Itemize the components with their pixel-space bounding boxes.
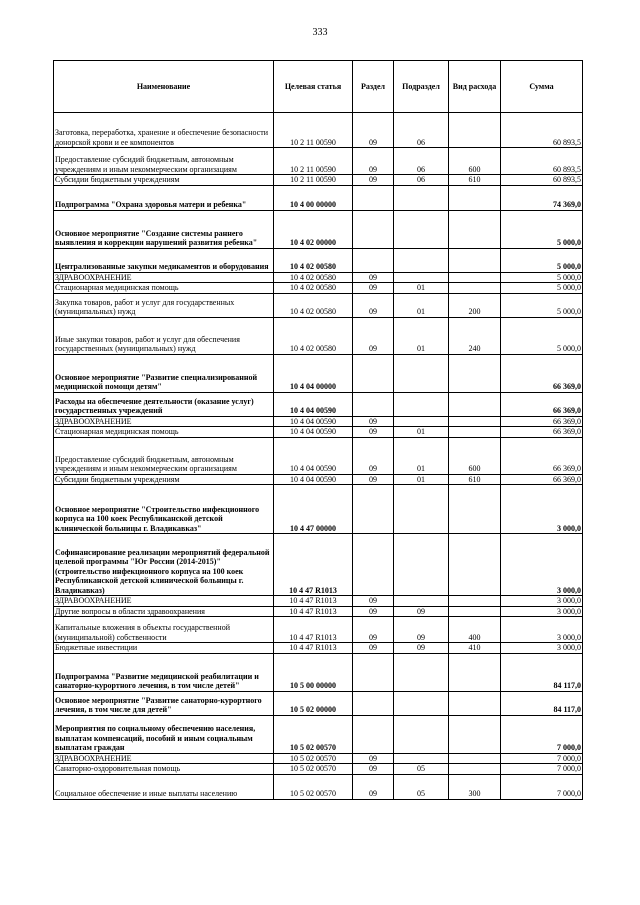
- table-row: [54, 427, 583, 438]
- row-subsection-cell: 01: [394, 317, 449, 354]
- table-row: [54, 317, 583, 354]
- row-section-cell: [353, 534, 394, 596]
- table-row: [54, 764, 583, 775]
- row-subsection-cell: 09: [394, 617, 449, 643]
- row-subsection-cell: [394, 534, 449, 596]
- table-row: [54, 437, 583, 474]
- row-section-cell: 09: [353, 437, 394, 474]
- row-subsection-cell: [394, 691, 449, 715]
- row-subsection-cell: [394, 416, 449, 427]
- row-section-cell: 09: [353, 175, 394, 186]
- row-target-cell: 10 4 02 00580: [274, 283, 353, 294]
- table-row: [54, 643, 583, 654]
- header-subsection: Подраздел: [394, 61, 449, 113]
- row-subsection-cell: 01: [394, 474, 449, 485]
- row-target-cell: 10 4 00 00000: [274, 185, 353, 210]
- row-expense-cell: [449, 653, 501, 691]
- row-subsection-cell: [394, 485, 449, 534]
- table-row: [54, 354, 583, 392]
- row-subsection-cell: 01: [394, 283, 449, 294]
- table-row: [54, 113, 583, 148]
- row-target-cell: 10 5 02 00570: [274, 774, 353, 799]
- row-name-cell: Основное мероприятие "Развитие санаторно-курортного лечения, в том числе для детей": [54, 691, 274, 715]
- row-expense-cell: [449, 354, 501, 392]
- row-expense-cell: [449, 534, 501, 596]
- row-section-cell: 09: [353, 293, 394, 317]
- table-row: [54, 606, 583, 617]
- row-subsection-cell: 01: [394, 427, 449, 438]
- row-name-cell: ЗДРАВООХРАНЕНИЕ: [54, 272, 274, 283]
- row-target-cell: 10 4 47 00000: [274, 485, 353, 534]
- row-name-cell: Стационарная медицинская помощь: [54, 283, 274, 294]
- row-expense-cell: [449, 392, 501, 416]
- row-expense-cell: [449, 596, 501, 607]
- row-name-cell: Основное мероприятие "Создание системы раннего выявления и коррекции нарушений развития ребенка": [54, 210, 274, 248]
- row-section-cell: [353, 210, 394, 248]
- row-sum-cell: 7 000,0: [501, 774, 583, 799]
- row-name-cell: Санаторно-оздоровительная помощь: [54, 764, 274, 775]
- budget-table: [53, 60, 583, 800]
- row-name-cell: Софинансирование реализации мероприятий федеральной целевой программы "Юг России (2014-2015)" (строительство инфекционного корпуса на 100 коек Республиканской детской клинической больницы г. Владикавказ): [54, 534, 274, 596]
- row-name-cell: Капитальные вложения в объекты государственной (муниципальной) собственности: [54, 617, 274, 643]
- row-name-cell: Предоставление субсидий бюджетным, автономным учреждениям и иным некоммерческим организациям: [54, 437, 274, 474]
- table-row: [54, 148, 583, 175]
- row-sum-cell: 66 369,0: [501, 437, 583, 474]
- row-target-cell: 10 4 02 00580: [274, 248, 353, 272]
- row-name-cell: Социальное обеспечение и иные выплаты населению: [54, 774, 274, 799]
- row-section-cell: 09: [353, 606, 394, 617]
- row-section-cell: 09: [353, 764, 394, 775]
- table-row: [54, 210, 583, 248]
- row-target-cell: 10 4 47 R1013: [274, 617, 353, 643]
- page-number: 333: [312, 27, 328, 38]
- row-expense-cell: 300: [449, 774, 501, 799]
- header-target: Целевая статья: [274, 61, 353, 113]
- table-row: [54, 534, 583, 596]
- row-target-cell: 10 2 11 00590: [274, 113, 353, 148]
- row-sum-cell: 5 000,0: [501, 293, 583, 317]
- row-name-cell: Другие вопросы в области здравоохранения: [54, 606, 274, 617]
- row-target-cell: 10 4 47 R1013: [274, 534, 353, 596]
- row-name-cell: Заготовка, переработка, хранение и обеспечение безопасности донорской крови и ее компонентов: [54, 113, 274, 148]
- row-sum-cell: 60 893,5: [501, 175, 583, 186]
- row-subsection-cell: 06: [394, 113, 449, 148]
- row-sum-cell: 66 369,0: [501, 474, 583, 485]
- row-section-cell: [353, 354, 394, 392]
- row-name-cell: ЗДРАВООХРАНЕНИЕ: [54, 596, 274, 607]
- row-expense-cell: 400: [449, 617, 501, 643]
- row-name-cell: Подпрограмма "Развитие медицинской реабилитации и санаторно-курортного лечения, в том числе детей": [54, 653, 274, 691]
- row-section-cell: 09: [353, 113, 394, 148]
- row-expense-cell: [449, 715, 501, 753]
- row-section-cell: 09: [353, 774, 394, 799]
- row-name-cell: ЗДРАВООХРАНЕНИЕ: [54, 416, 274, 427]
- row-expense-cell: [449, 416, 501, 427]
- row-expense-cell: 240: [449, 317, 501, 354]
- row-sum-cell: 60 893,5: [501, 113, 583, 148]
- row-subsection-cell: [394, 753, 449, 764]
- table-row: [54, 272, 583, 283]
- row-sum-cell: 66 369,0: [501, 427, 583, 438]
- row-subsection-cell: [394, 185, 449, 210]
- row-subsection-cell: 06: [394, 175, 449, 186]
- row-expense-cell: [449, 283, 501, 294]
- row-section-cell: 09: [353, 753, 394, 764]
- row-name-cell: Расходы на обеспечение деятельности (оказание услуг) государственных учреждений: [54, 392, 274, 416]
- row-name-cell: Централизованные закупки медикаментов и оборудования: [54, 248, 274, 272]
- table-row: [54, 416, 583, 427]
- row-sum-cell: 74 369,0: [501, 185, 583, 210]
- table-row: [54, 474, 583, 485]
- header-name: Наименование: [54, 61, 274, 113]
- row-name-cell: Субсидии бюджетным учреждениям: [54, 175, 274, 186]
- table-row: [54, 617, 583, 643]
- row-expense-cell: [449, 606, 501, 617]
- row-target-cell: 10 4 04 00590: [274, 392, 353, 416]
- row-section-cell: [353, 485, 394, 534]
- row-target-cell: 10 4 04 00000: [274, 354, 353, 392]
- row-section-cell: [353, 185, 394, 210]
- row-sum-cell: 60 893,5: [501, 148, 583, 175]
- row-expense-cell: [449, 248, 501, 272]
- row-subsection-cell: 05: [394, 764, 449, 775]
- row-sum-cell: 5 000,0: [501, 317, 583, 354]
- row-target-cell: 10 5 02 00570: [274, 753, 353, 764]
- row-subsection-cell: [394, 354, 449, 392]
- row-name-cell: Мероприятия по социальному обеспечению населения, выплатам компенсаций, пособий и иным социальным выплатам граждан: [54, 715, 274, 753]
- row-target-cell: 10 4 47 R1013: [274, 606, 353, 617]
- row-sum-cell: 5 000,0: [501, 272, 583, 283]
- row-sum-cell: 66 369,0: [501, 392, 583, 416]
- header-sum: Сумма: [501, 61, 583, 113]
- row-name-cell: Основное мероприятие "Строительство инфекционного корпуса на 100 коек Республиканской детской клинической больницы г. Владикавказ": [54, 485, 274, 534]
- row-sum-cell: 3 000,0: [501, 534, 583, 596]
- row-name-cell: Иные закупки товаров, работ и услуг для обеспечения государственных (муниципальных) нужд: [54, 317, 274, 354]
- row-expense-cell: [449, 272, 501, 283]
- row-name-cell: Закупка товаров, работ и услуг для государственных (муниципальных) нужд: [54, 293, 274, 317]
- row-target-cell: 10 4 02 00580: [274, 272, 353, 283]
- row-target-cell: 10 4 47 R1013: [274, 596, 353, 607]
- table-header-row: [54, 61, 583, 113]
- table-row: [54, 185, 583, 210]
- table-row: [54, 715, 583, 753]
- header-expense: Вид расхода: [449, 61, 501, 113]
- table-row: [54, 175, 583, 186]
- table-row: [54, 653, 583, 691]
- table-body: [54, 113, 583, 800]
- row-expense-cell: [449, 691, 501, 715]
- row-sum-cell: 3 000,0: [501, 596, 583, 607]
- row-section-cell: 09: [353, 596, 394, 607]
- table-row: [54, 392, 583, 416]
- row-sum-cell: 3 000,0: [501, 643, 583, 654]
- row-section-cell: 09: [353, 283, 394, 294]
- row-name-cell: Предоставление субсидий бюджетным, автономным учреждениям и иным некоммерческим организациям: [54, 148, 274, 175]
- row-target-cell: 10 4 02 00000: [274, 210, 353, 248]
- row-target-cell: 10 4 02 00580: [274, 293, 353, 317]
- row-target-cell: 10 4 04 00590: [274, 427, 353, 438]
- row-section-cell: [353, 653, 394, 691]
- row-subsection-cell: 01: [394, 437, 449, 474]
- table-row: [54, 283, 583, 294]
- row-name-cell: Бюджетные инвестиции: [54, 643, 274, 654]
- table-row: [54, 753, 583, 764]
- row-target-cell: 10 2 11 00590: [274, 148, 353, 175]
- table-row: [54, 596, 583, 607]
- row-section-cell: 09: [353, 416, 394, 427]
- row-expense-cell: [449, 113, 501, 148]
- row-expense-cell: [449, 764, 501, 775]
- row-sum-cell: 7 000,0: [501, 753, 583, 764]
- row-sum-cell: 66 369,0: [501, 354, 583, 392]
- row-expense-cell: 600: [449, 437, 501, 474]
- row-subsection-cell: [394, 248, 449, 272]
- row-target-cell: 10 4 02 00580: [274, 317, 353, 354]
- row-target-cell: 10 4 04 00590: [274, 474, 353, 485]
- row-sum-cell: 84 117,0: [501, 653, 583, 691]
- row-expense-cell: 410: [449, 643, 501, 654]
- row-name-cell: Субсидии бюджетным учреждениям: [54, 474, 274, 485]
- table-row: [54, 248, 583, 272]
- row-target-cell: 10 5 02 00570: [274, 715, 353, 753]
- row-section-cell: 09: [353, 427, 394, 438]
- row-section-cell: [353, 715, 394, 753]
- row-sum-cell: 3 000,0: [501, 617, 583, 643]
- row-name-cell: Подпрограмма "Охрана здоровья матери и ребенка": [54, 185, 274, 210]
- row-subsection-cell: [394, 392, 449, 416]
- row-section-cell: 09: [353, 617, 394, 643]
- row-sum-cell: 66 369,0: [501, 416, 583, 427]
- row-section-cell: [353, 691, 394, 715]
- row-section-cell: 09: [353, 272, 394, 283]
- row-name-cell: ЗДРАВООХРАНЕНИЕ: [54, 753, 274, 764]
- table-row: [54, 485, 583, 534]
- row-section-cell: 09: [353, 643, 394, 654]
- row-subsection-cell: [394, 715, 449, 753]
- row-subsection-cell: 01: [394, 293, 449, 317]
- table-row: [54, 774, 583, 799]
- row-sum-cell: 5 000,0: [501, 248, 583, 272]
- row-sum-cell: 5 000,0: [501, 210, 583, 248]
- row-section-cell: 09: [353, 148, 394, 175]
- row-subsection-cell: [394, 210, 449, 248]
- row-subsection-cell: 05: [394, 774, 449, 799]
- row-expense-cell: [449, 427, 501, 438]
- row-target-cell: 10 4 04 00590: [274, 437, 353, 474]
- row-expense-cell: [449, 185, 501, 210]
- row-sum-cell: 3 000,0: [501, 606, 583, 617]
- table-row: [54, 691, 583, 715]
- row-section-cell: 09: [353, 317, 394, 354]
- row-sum-cell: 3 000,0: [501, 485, 583, 534]
- header-section: Раздел: [353, 61, 394, 113]
- row-expense-cell: [449, 210, 501, 248]
- row-expense-cell: 600: [449, 148, 501, 175]
- row-sum-cell: 7 000,0: [501, 715, 583, 753]
- row-target-cell: 10 4 47 R1013: [274, 643, 353, 654]
- row-target-cell: 10 4 04 00590: [274, 416, 353, 427]
- table-row: [54, 293, 583, 317]
- row-expense-cell: 610: [449, 474, 501, 485]
- row-section-cell: [353, 248, 394, 272]
- row-subsection-cell: 09: [394, 606, 449, 617]
- row-section-cell: [353, 392, 394, 416]
- row-expense-cell: 610: [449, 175, 501, 186]
- row-target-cell: 10 5 02 00000: [274, 691, 353, 715]
- row-section-cell: 09: [353, 474, 394, 485]
- row-subsection-cell: 06: [394, 148, 449, 175]
- row-subsection-cell: [394, 653, 449, 691]
- row-sum-cell: 84 117,0: [501, 691, 583, 715]
- row-target-cell: 10 5 02 00570: [274, 764, 353, 775]
- row-expense-cell: [449, 485, 501, 534]
- row-target-cell: 10 2 11 00590: [274, 175, 353, 186]
- row-name-cell: Основное мероприятие "Развитие специализированной медицинской помощи детям": [54, 354, 274, 392]
- row-name-cell: Стационарная медицинская помощь: [54, 427, 274, 438]
- row-expense-cell: 200: [449, 293, 501, 317]
- row-subsection-cell: [394, 272, 449, 283]
- row-subsection-cell: 09: [394, 643, 449, 654]
- row-subsection-cell: [394, 596, 449, 607]
- row-sum-cell: 7 000,0: [501, 764, 583, 775]
- row-sum-cell: 5 000,0: [501, 283, 583, 294]
- row-expense-cell: [449, 753, 501, 764]
- row-target-cell: 10 5 00 00000: [274, 653, 353, 691]
